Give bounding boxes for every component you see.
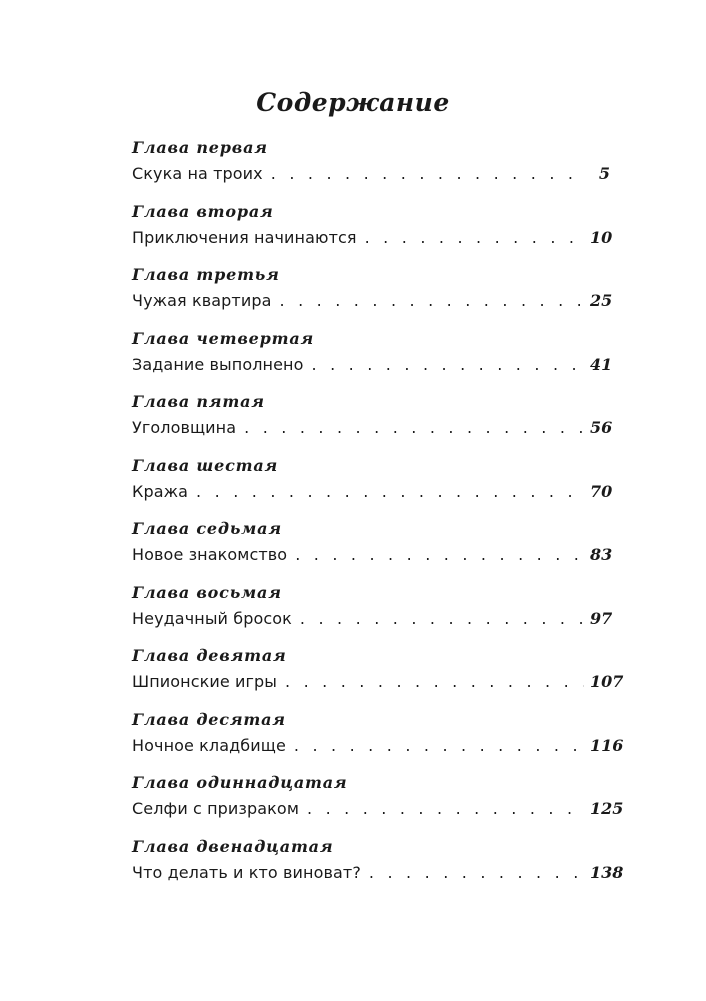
page-number: 5 — [598, 164, 610, 183]
dot-leader — [369, 863, 584, 882]
toc-entry-2[interactable] — [132, 201, 613, 266]
entry-line — [132, 481, 613, 501]
chapter-label: Глава пятая — [132, 392, 265, 411]
toc-entry-8[interactable] — [132, 582, 613, 647]
chapter-label: Глава двенадцатая — [132, 836, 334, 856]
table-of-contents — [132, 138, 624, 900]
toc-entry-7[interactable] — [132, 519, 613, 583]
page-number: 83 — [590, 545, 613, 564]
entry-line — [132, 545, 613, 564]
entry-line — [132, 227, 613, 247]
chapter-label: Глава одиннадцатая — [132, 773, 348, 792]
dot-leader — [307, 799, 584, 818]
chapter-label: Глава восьмая — [132, 582, 282, 602]
toc-entry-9[interactable] — [132, 646, 624, 710]
chapter-label: Глава седьмая — [132, 519, 282, 538]
chapter-title: Приключения начинаются — [132, 227, 357, 247]
dot-leader — [271, 164, 584, 183]
dot-leader — [294, 736, 584, 755]
chapter-title: Селфи с призраком — [132, 799, 299, 818]
toc-entry-10[interactable] — [132, 709, 624, 774]
chapter-title: Чужая квартира — [132, 291, 272, 310]
chapter-title: Задание выполнено — [132, 354, 304, 374]
page-number: 70 — [590, 481, 613, 501]
entry-line — [132, 672, 624, 691]
chapter-title: Что делать и кто виноват? — [132, 862, 361, 882]
entry-line — [132, 608, 613, 628]
dot-leader — [365, 228, 584, 247]
dot-leader — [244, 418, 584, 437]
toc-entry-3[interactable] — [132, 265, 613, 329]
toc-entry-11[interactable] — [132, 773, 624, 837]
page-number: 41 — [590, 354, 613, 374]
chapter-label: Глава вторая — [132, 201, 274, 221]
page-title: Содержание — [256, 88, 450, 117]
chapter-label: Глава третья — [132, 265, 280, 284]
toc-entry-1[interactable] — [132, 138, 610, 202]
entry-line — [132, 862, 624, 882]
page-number: 107 — [590, 672, 624, 691]
page-number: 138 — [590, 862, 624, 882]
page-number: 97 — [590, 608, 613, 628]
chapter-label: Глава первая — [132, 138, 268, 157]
chapter-label: Глава десятая — [132, 709, 286, 729]
chapter-title: Скука на троих — [132, 164, 263, 183]
chapter-title: Кража — [132, 481, 189, 501]
entry-line — [132, 354, 613, 374]
chapter-title: Ночное кладбище — [132, 735, 286, 755]
toc-entry-12[interactable] — [132, 836, 624, 901]
page-number: 125 — [590, 799, 624, 818]
page-number: 56 — [590, 418, 613, 437]
dot-leader — [312, 355, 584, 374]
dot-leader — [280, 291, 584, 310]
page-number: 116 — [590, 735, 624, 755]
entry-line — [132, 291, 613, 310]
dot-leader — [196, 482, 584, 501]
chapter-label: Глава шестая — [132, 455, 279, 475]
chapter-title: Шпионские игры — [132, 672, 278, 691]
page-number: 25 — [590, 291, 613, 310]
toc-entry-5[interactable] — [132, 392, 613, 456]
entry-line — [132, 735, 624, 755]
chapter-label: Глава четвертая — [132, 328, 315, 348]
entry-line — [132, 164, 610, 183]
chapter-title: Уголовщина — [132, 418, 237, 437]
chapter-title: Неудачный бросок — [132, 608, 292, 628]
dot-leader — [295, 545, 584, 564]
entry-line — [132, 418, 613, 437]
chapter-label: Глава девятая — [132, 646, 287, 665]
dot-leader — [285, 672, 584, 691]
chapter-title: Новое знакомство — [132, 545, 288, 564]
entry-line — [132, 799, 624, 818]
page-number: 10 — [590, 227, 613, 247]
toc-entry-6[interactable] — [132, 455, 613, 520]
dot-leader — [300, 609, 584, 628]
toc-entry-4[interactable] — [132, 328, 613, 393]
